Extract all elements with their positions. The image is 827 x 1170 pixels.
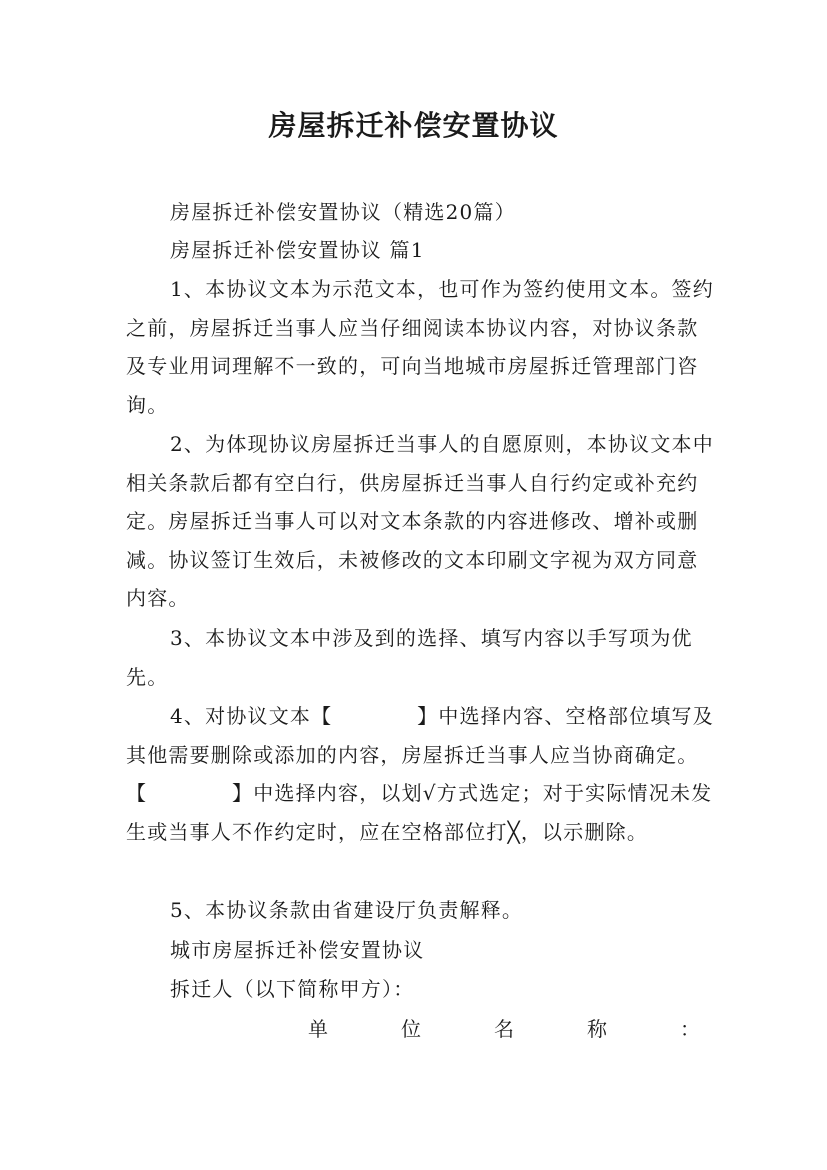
unit-name-char: 称 (587, 1017, 607, 1041)
party-a-label: 拆迁人（以下简称甲方）： (170, 977, 415, 1001)
agreement-title: 城市房屋拆迁补偿安置协议 (170, 938, 425, 962)
paragraph-2: 2、为体现协议房屋拆迁当事人的自愿原则，本协议文本中相关条款后都有空白行，供房屋拆迁当事人自行约定或补充约定。房屋拆迁当事人可以对文本条款的内容进修改、增补或删减。协议签订生效后，未被修改的文本印刷文字视为双方同意内容。 (126, 432, 714, 611)
paragraph-1: 1、本协议文本为示范文本，也可作为签约使用文本。签约之前，房屋拆迁当事人应当仔细阅读本协议内容，对协议条款及专业用词理解不一致的，可向当地城市房屋拆迁管理部门咨询。 (126, 277, 714, 417)
unit-name-char: 单 (308, 1017, 328, 1041)
document-subtitle: 房屋拆迁补偿安置协议（精选20篇） (170, 200, 516, 224)
unit-name-char: ： (680, 1017, 700, 1041)
section-heading: 房屋拆迁补偿安置协议 篇1 (170, 238, 425, 262)
paragraph-3: 3、本协议文本中涉及到的选择、填写内容以手写项为优先。 (126, 626, 693, 689)
paragraph-5: 5、本协议条款由省建设厅负责解释。 (170, 898, 524, 922)
unit-name-char: 位 (401, 1017, 421, 1041)
unit-name-char: 名 (494, 1017, 514, 1041)
document-title: 房屋拆迁补偿安置协议 (268, 109, 559, 142)
unit-name-field-label (308, 1010, 700, 1048)
paragraph-4: 4、对协议文本【 】中选择内容、空格部位填写及其他需要删除或添加的内容，房屋拆迁当事人应当协商确定。【 】中选择内容，以划√方式选定；对于实际情况未发生或当事人不作约定时，应在空格部位打╳，以示删除。 (126, 704, 714, 844)
